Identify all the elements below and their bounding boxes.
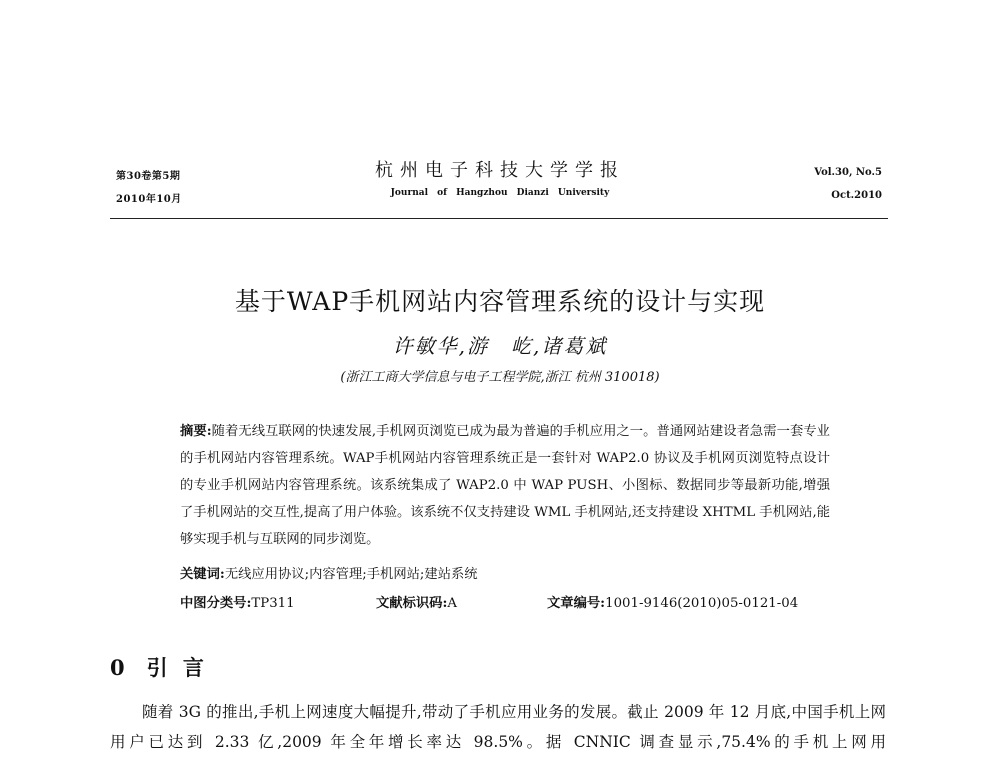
date-cn: 2010年10月 (116, 194, 182, 205)
clc-value: TP311 (251, 596, 295, 611)
abstract (180, 418, 830, 553)
journal-title-en: Journal of Hangzhou Dianzi University (390, 188, 610, 198)
article-no-label: 文章编号: (547, 596, 606, 611)
authors: 许敏华,游 屹,诸葛斌 (392, 334, 608, 358)
keywords (180, 563, 478, 582)
clc-label: 中图分类号: (180, 596, 252, 611)
doc-code-value: A (447, 596, 458, 611)
volume-issue-en: Vol.30, No.5 (814, 167, 882, 178)
abstract-text: 随着无线互联网的快速发展,手机网页浏览已成为最为普遍的手机应用之一。普通网站建设者急需一套专业的手机网站内容管理系统。WAP手机网站内容管理系统正是一套针对 WAP2.0 协议及手机网页浏览特点设计的专业手机网站内容管理系统。该系统集成了 WAP2.0 中 WAP PUSH、小图标、数据同步等最新功能,增强了手机网站的交互性,提高了用户体验。该系统不仅支持建设 WML 手机网站,还支持建设 XHTML 手机网站,能够实现手机与互联网的同步浏览。 (180, 424, 830, 547)
article-no-value: 1001-9146(2010)05-0121-04 (605, 596, 799, 611)
journal-title-cn: 杭州电子科技大学学报 (375, 160, 625, 181)
article-number (547, 592, 798, 611)
doc-code-label: 文献标识码: (376, 596, 448, 611)
paper-title: 基于WAP手机网站内容管理系统的设计与实现 (234, 287, 766, 316)
abstract-label: 摘要: (180, 424, 212, 439)
section-heading (110, 652, 208, 682)
section-number: 0 (110, 655, 129, 680)
clc-number (180, 592, 295, 611)
header-rule (110, 218, 888, 219)
keywords-label: 关键词: (180, 567, 225, 582)
document-code (376, 592, 457, 611)
volume-issue-cn: 第30卷第5期 (116, 171, 181, 182)
body-paragraph: 随着 3G 的推出,手机上网速度大幅提升,带动了手机应用业务的发展。截止 2009 年 12 月底,中国手机上网用户已达到 2.33 亿,2009 年全年增长率达 98.5%。据 CNNIC 调查显示,75.4%的手机上网用 (110, 703, 886, 751)
section-title: 引 言 (146, 655, 208, 680)
affiliation: (浙江工商大学信息与电子工程学院,浙江 杭州 310018) (340, 370, 660, 385)
keywords-text: 无线应用协议;内容管理;手机网站;建站系统 (224, 567, 478, 582)
date-en: Oct.2010 (831, 190, 882, 201)
